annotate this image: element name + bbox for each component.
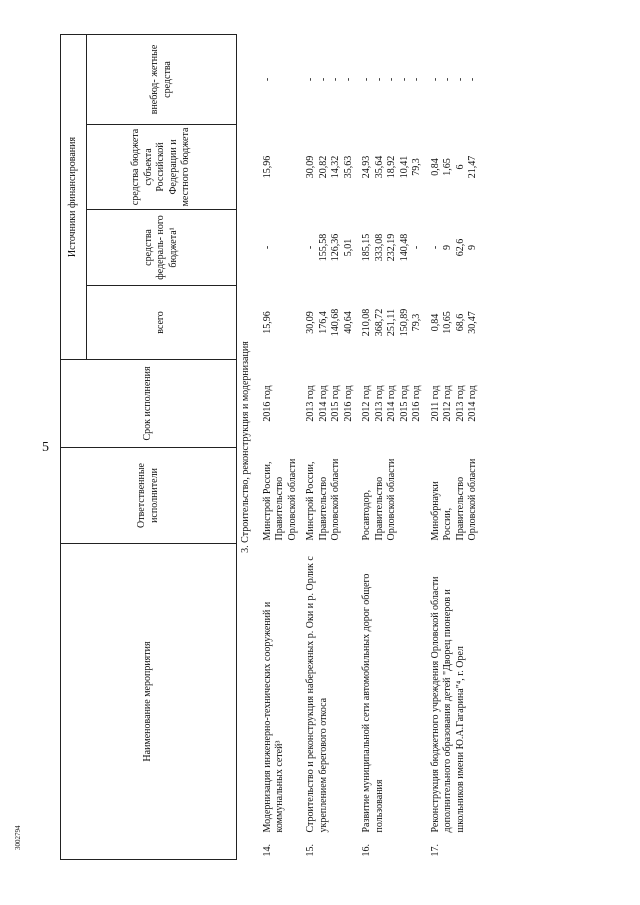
year-value: 2014 год — [386, 385, 397, 422]
offbudget-value: - — [330, 77, 341, 82]
year-value: 2014 год — [317, 385, 329, 422]
total-values — [355, 285, 424, 359]
offbudget-values — [424, 34, 480, 124]
year-value: 2016 год — [261, 385, 273, 422]
table-row — [256, 34, 300, 859]
regional-value: 10,41 — [398, 155, 410, 179]
regional-value: 79,3 — [411, 158, 422, 176]
row-number: 14. — [261, 844, 273, 857]
offbudget-value: - — [342, 77, 354, 82]
federal-value: 9 — [442, 244, 453, 250]
offbudget-value: - — [467, 77, 478, 82]
total-values — [424, 285, 480, 359]
regional-value: 14,32 — [330, 155, 341, 179]
federal-value: 5,01 — [342, 238, 354, 257]
total-value: 30,47 — [467, 311, 478, 334]
year-value: 2011 год — [429, 385, 441, 422]
row-number: 15. — [305, 844, 316, 857]
term-years — [299, 359, 355, 447]
federal-values — [424, 209, 480, 285]
regional-value: 6 — [454, 164, 466, 170]
regional-value: 18,92 — [386, 155, 397, 179]
federal-value: 333,08 — [373, 233, 385, 262]
regional-value: 30,09 — [305, 155, 316, 179]
year-value: 2012 год — [442, 385, 453, 422]
header-regional: средства бюджета субъекта Российской Федерации и местного бюджета — [87, 124, 237, 209]
regional-value: 0,84 — [429, 158, 441, 176]
year-value: 2016 год — [411, 385, 422, 422]
federal-values — [299, 209, 355, 285]
federal-values — [355, 209, 424, 285]
year-value: 2016 год — [342, 385, 354, 422]
federal-value: - — [305, 245, 316, 250]
header-term: Срок исполнения — [61, 359, 237, 447]
table-row — [424, 34, 480, 859]
total-values — [256, 285, 300, 359]
term-years — [355, 359, 424, 447]
year-value: 2015 год — [398, 385, 410, 422]
activity-name: Строительство и реконструкция набережных р. Оки и р. Орлик с укреплением берегового откоса — [305, 556, 329, 833]
row-number: 17. — [429, 844, 441, 857]
year-value: 2012 год — [361, 385, 372, 422]
federal-value: 155,58 — [317, 233, 329, 262]
executors: Росавтодор, Правительство Орловской области — [361, 458, 397, 541]
federal-value: - — [261, 245, 273, 250]
regional-value: 35,64 — [373, 155, 385, 179]
regional-value: 20,82 — [317, 155, 329, 179]
federal-value: 140,48 — [398, 233, 410, 262]
offbudget-value: - — [398, 77, 410, 82]
activity-name: Модернизация инженерно-технических сооружений и коммунальных сетей³ — [261, 601, 285, 833]
header-executors: Ответственные исполнители — [61, 447, 237, 543]
offbudget-value: - — [317, 77, 329, 82]
header-total: всего — [87, 285, 237, 359]
federal-value: - — [429, 245, 441, 250]
offbudget-values — [299, 34, 355, 124]
activity-name: Развитие муниципальной сети автомобильных дорог общего пользования — [361, 573, 385, 833]
offbudget-value: - — [454, 77, 466, 82]
term-years — [424, 359, 480, 447]
federal-value: 62,6 — [454, 238, 466, 257]
financing-table — [60, 34, 480, 860]
table-row — [355, 34, 424, 859]
offbudget-value: - — [442, 77, 453, 82]
rotated-table-container — [60, 35, 600, 860]
year-value: 2013 год — [454, 385, 466, 422]
offbudget-value: - — [261, 77, 273, 82]
offbudget-value: - — [373, 77, 385, 82]
offbudget-values — [256, 34, 300, 124]
total-value: 368,72 — [373, 308, 385, 337]
offbudget-value: - — [386, 77, 397, 82]
executors: Минобрнауки России, Правительство Орловской области — [429, 458, 478, 541]
regional-value: 35,63 — [342, 155, 354, 179]
offbudget-values — [355, 34, 424, 124]
year-value: 2013 год — [373, 385, 385, 422]
header-federal: средства федераль- ного бюджета¹ — [87, 209, 237, 285]
total-value: 251,11 — [386, 308, 397, 337]
regional-values — [256, 124, 300, 209]
offbudget-value: - — [411, 77, 422, 82]
federal-values — [256, 209, 300, 285]
total-value: 15,96 — [261, 311, 273, 334]
total-value: 150,89 — [398, 308, 410, 337]
table-row — [299, 34, 355, 859]
total-value: 10,65 — [442, 311, 453, 334]
regional-value: 15,96 — [261, 155, 273, 179]
federal-value: 126,36 — [330, 233, 341, 262]
page-number: 5 — [42, 440, 49, 455]
row-number: 16. — [361, 844, 372, 857]
federal-value: - — [411, 245, 422, 250]
offbudget-value: - — [305, 77, 316, 82]
federal-value: 232,19 — [386, 233, 397, 262]
total-value: 68,6 — [454, 313, 466, 332]
header-sources-group: Источники финансирования — [61, 34, 87, 359]
total-value: 210,08 — [361, 308, 372, 337]
regional-value: 21,47 — [467, 155, 478, 179]
section-title: 3. Строительство, реконструкция и модернизация — [240, 341, 251, 553]
offbudget-value: - — [361, 77, 372, 82]
document-code: 3002794 — [14, 825, 22, 850]
regional-values — [299, 124, 355, 209]
activity-name: Реконструкция бюджетного учреждения Орловской области дополнительного образования детей "Дворец пионеров и школьников имени Ю.А.Гагарина"⁴, г. Орел — [429, 576, 466, 833]
regional-values — [355, 124, 424, 209]
regional-value: 24,93 — [361, 155, 372, 179]
regional-value: 1,65 — [442, 158, 453, 176]
year-value: 2015 год — [330, 385, 341, 422]
total-value: 176,4 — [317, 311, 329, 334]
total-values — [299, 285, 355, 359]
offbudget-value: - — [429, 77, 441, 82]
total-value: 140,68 — [330, 308, 341, 337]
header-name: Наименование мероприятия — [61, 543, 237, 859]
executors: Минстрой России, Правительство Орловской области — [305, 458, 341, 541]
federal-value: 185,15 — [361, 233, 372, 262]
executors: Минстрой России, Правительство Орловской области — [261, 458, 298, 541]
year-value: 2014 год — [467, 385, 478, 422]
federal-value: 9 — [467, 244, 478, 250]
regional-values — [424, 124, 480, 209]
total-value: 0,84 — [429, 313, 441, 332]
total-value: 30,09 — [305, 311, 316, 334]
term-years — [256, 359, 300, 447]
year-value: 2013 год — [305, 385, 316, 422]
header-offbudget: внебюд- жетные средства — [87, 34, 237, 124]
total-value: 40,64 — [342, 311, 354, 334]
total-value: 79,3 — [411, 313, 422, 332]
